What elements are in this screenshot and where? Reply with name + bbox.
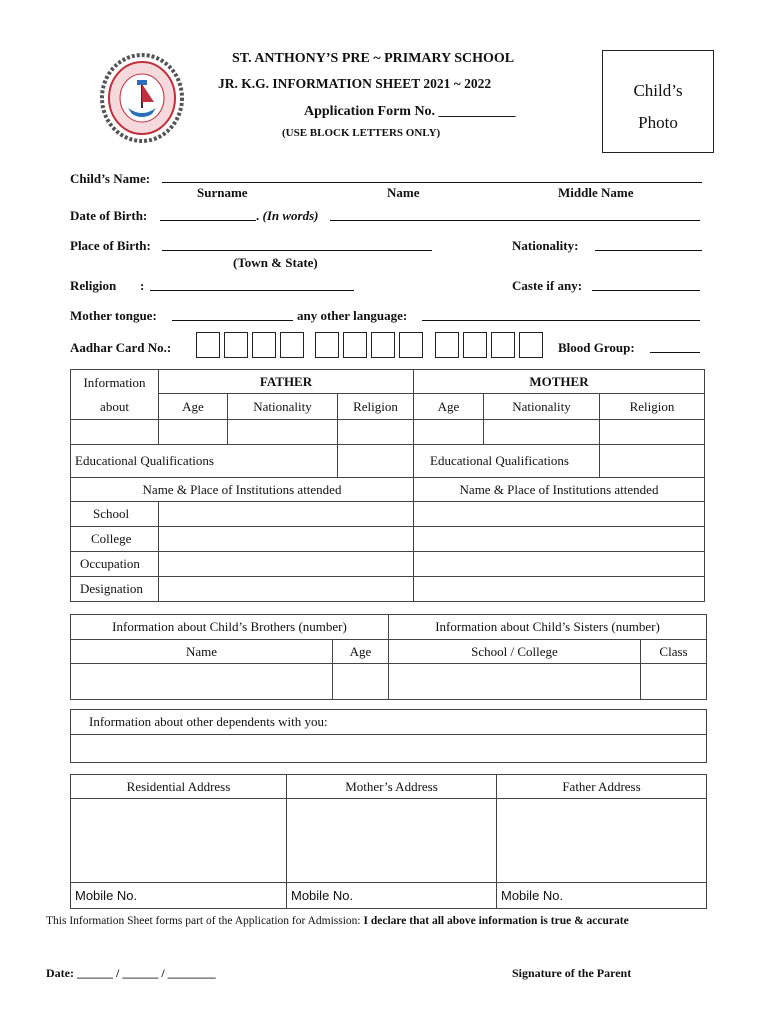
mother-mobile-label[interactable]: Mobile No. (287, 883, 497, 909)
father-age-header: Age (159, 394, 228, 420)
mother-institutions-label: Name & Place of Institutions attended (414, 478, 705, 502)
nationality-label: Nationality: (512, 238, 579, 253)
mother-tongue-label: Mother tongue: (70, 308, 157, 323)
dependents-label: Information about other dependents with you: (71, 710, 707, 735)
father-school-field[interactable] (159, 502, 414, 527)
aadhar-digit-box[interactable] (463, 332, 487, 358)
aadhar-digit-box[interactable] (519, 332, 543, 358)
religion-label: Religion (70, 278, 117, 293)
father-address-header: Father Address (497, 775, 707, 799)
declaration (46, 915, 629, 927)
photo-label-1: Child’s (633, 81, 683, 100)
school-name: ST. ANTHONY’S PRE ~ PRIMARY SCHOOL (232, 51, 515, 66)
middle-name-label: Middle Name (558, 185, 634, 200)
aadhar-digit-box[interactable] (252, 332, 276, 358)
aadhar-digit-box[interactable] (399, 332, 423, 358)
dependents-field[interactable] (71, 735, 707, 763)
caste-label: Caste if any: (512, 278, 583, 293)
mother-religion-header: Religion (600, 394, 705, 420)
father-edu-label: Educational Qualifications (71, 445, 338, 478)
declaration-statement: I declare that all above information is true & accurate (363, 915, 629, 927)
dob-label: Date of Birth: (70, 208, 148, 223)
parents-table (70, 369, 705, 602)
brother-name-field[interactable] (71, 664, 333, 700)
aadhar-digit-box[interactable] (371, 332, 395, 358)
signature-label: Signature of the Parent (512, 966, 632, 980)
religion-field[interactable] (150, 290, 354, 291)
mother-edu-field[interactable] (600, 445, 705, 478)
dob-field[interactable] (160, 220, 256, 221)
info-about-cell (71, 370, 159, 420)
residential-address-field[interactable] (71, 799, 287, 883)
school-logo (100, 52, 184, 144)
date-field[interactable]: Date: ______ / ______ / ________ (46, 966, 216, 980)
occupation-label: Occupation (71, 552, 159, 577)
brothers-header: Information about Child’s Brothers (number) (71, 615, 389, 640)
brother-age-header: Age (333, 640, 389, 664)
mother-nationality-header: Nationality (484, 394, 600, 420)
aadhar-digit-box[interactable] (196, 332, 220, 358)
surname-label: Surname (197, 185, 248, 200)
declaration-note: This Information Sheet forms part of the Application for Admission: (46, 915, 361, 927)
aadhar-digit-box[interactable] (315, 332, 339, 358)
brother-name-header: Name (71, 640, 333, 664)
block-letters-note: (USE BLOCK LETTERS ONLY) (282, 127, 441, 139)
blood-group-label: Blood Group: (558, 340, 635, 355)
sister-school-field[interactable] (389, 664, 641, 700)
mother-occupation-field[interactable] (414, 552, 705, 577)
father-mobile-label[interactable]: Mobile No. (497, 883, 707, 909)
other-language-label: any other language: (297, 308, 408, 323)
aadhar-digit-box[interactable] (343, 332, 367, 358)
aadhar-digit-box[interactable] (435, 332, 459, 358)
logo-motto (104, 150, 184, 151)
residential-address-header: Residential Address (71, 775, 287, 799)
father-designation-field[interactable] (159, 577, 414, 602)
place-of-birth-label: Place of Birth: (70, 238, 151, 253)
name-label: Name (387, 185, 420, 200)
mother-college-field[interactable] (414, 527, 705, 552)
father-religion-field[interactable] (338, 420, 414, 445)
sister-school-header: School / College (389, 640, 641, 664)
mother-address-field[interactable] (287, 799, 497, 883)
dob-words-field[interactable] (330, 220, 700, 221)
sister-class-header: Class (641, 640, 707, 664)
father-address-field[interactable] (497, 799, 707, 883)
dob-words-label: . (In words) (256, 208, 319, 223)
child-name-label: Child’s Name: (70, 171, 151, 186)
aadhar-digit-box[interactable] (280, 332, 304, 358)
dob-words-text: (In words) (262, 208, 319, 223)
father-college-field[interactable] (159, 527, 414, 552)
mother-religion-field[interactable] (600, 420, 705, 445)
blood-group-field[interactable] (650, 352, 700, 353)
religion-colon: : (140, 278, 145, 293)
mother-school-field[interactable] (414, 502, 705, 527)
father-age-field[interactable] (159, 420, 228, 445)
nationality-field[interactable] (595, 250, 702, 251)
blank-cell (71, 420, 159, 445)
residential-mobile-label[interactable]: Mobile No. (71, 883, 287, 909)
mother-designation-field[interactable] (414, 577, 705, 602)
father-nationality-header: Nationality (228, 394, 338, 420)
father-header: FATHER (159, 370, 414, 394)
town-state-label: (Town & State) (233, 255, 318, 270)
dependents-table (70, 709, 707, 763)
aadhar-digit-box[interactable] (491, 332, 515, 358)
mother-tongue-field[interactable] (172, 320, 293, 321)
child-name-field[interactable] (162, 182, 702, 183)
siblings-table (70, 614, 707, 700)
college-label: College (71, 527, 159, 552)
place-of-birth-field[interactable] (162, 250, 432, 251)
father-religion-header: Religion (338, 394, 414, 420)
sisters-header: Information about Child’s Sisters (number) (389, 615, 707, 640)
application-form-no: Application Form No. ___________ (304, 104, 516, 119)
school-label: School (71, 502, 159, 527)
child-photo-box[interactable] (602, 50, 714, 153)
caste-field[interactable] (592, 290, 700, 291)
father-nationality-field[interactable] (228, 420, 338, 445)
sheet-title: JR. K.G. INFORMATION SHEET 2021 ~ 2022 (218, 76, 492, 91)
brother-age-field[interactable] (333, 664, 389, 700)
aadhar-digit-box[interactable] (224, 332, 248, 358)
mother-header: MOTHER (414, 370, 705, 394)
aadhar-label: Aadhar Card No.: (70, 340, 172, 355)
mother-address-header: Mother’s Address (287, 775, 497, 799)
father-occupation-field[interactable] (159, 552, 414, 577)
info-label: Information (83, 374, 146, 390)
photo-label-2: Photo (638, 113, 678, 132)
father-edu-field[interactable] (338, 445, 414, 478)
sister-class-field[interactable] (641, 664, 707, 700)
mother-nationality-field[interactable] (484, 420, 600, 445)
mother-age-header: Age (414, 394, 484, 420)
mother-edu-label: Educational Qualifications (414, 445, 600, 478)
mother-age-field[interactable] (414, 420, 484, 445)
about-label: about (100, 398, 129, 414)
other-language-field[interactable] (422, 320, 700, 321)
father-institutions-label: Name & Place of Institutions attended (71, 478, 414, 502)
address-table (70, 774, 707, 909)
designation-label: Designation (71, 577, 159, 602)
